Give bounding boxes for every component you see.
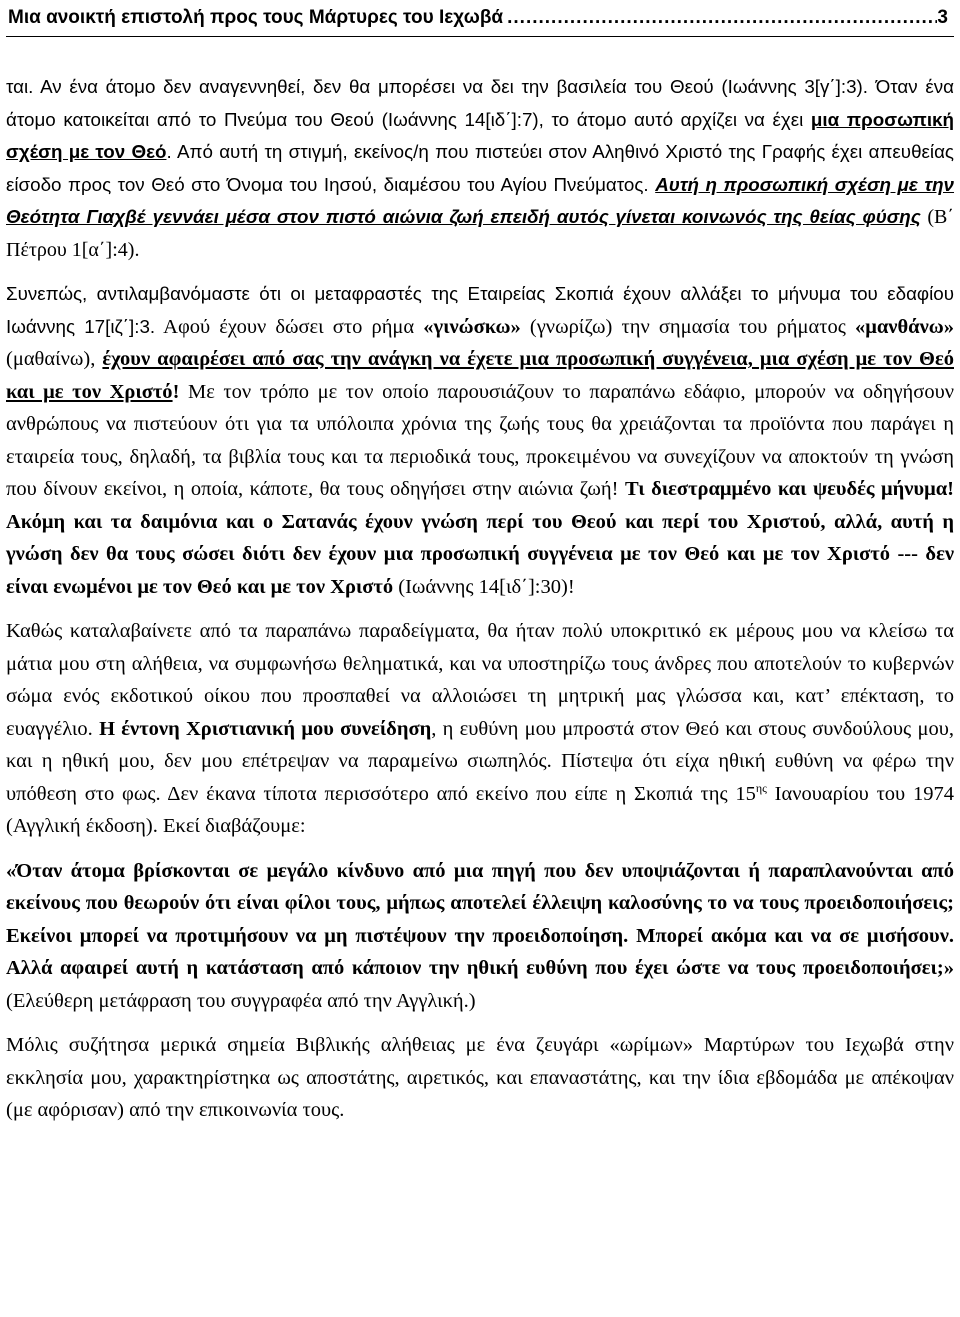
p4-translator-note: (Ελεύθερη μετάφραση του συγγραφέα από την Αγγλική.) <box>6 989 476 1012</box>
p3-ordinal-suffix: ης <box>755 780 767 795</box>
paragraph-3 <box>6 615 954 843</box>
p2-text-2: (γνωρίζω) την σημασία του ρήματος <box>520 315 855 338</box>
p2-word-ginosko: «γινώσκω» <box>423 315 521 338</box>
p3-text-3: Ιανουαρίου του 1974 (Αγγλική έκδοση). Εκεί διαβάζουμε: <box>6 782 954 837</box>
p2-text-4: Με τον τρόπο με τον οποίο παρουσιάζουν το παραπάνω εδάφιο, μπορούν να οδηγήσουν ανθρώπους να πιστεύουν ότι για τα υπόλοιπα χρόνια της ζωής τους θα χρειάζονται τα προϊόντα που παράγει η εταιρεία τους, δηλαδή, τα βιβλία τους και τα περιοδικά τους, προκειμένου να συνεχίζουν να αποκτούν τη γνώση που δίνουν εκείνοι, η οποία, κάποτε, θα τους οδηγήσει στην αιώνια ζωή! <box>6 380 954 500</box>
running-header <box>6 0 954 37</box>
p5-text: Μόλις συζήτησα μερικά σημεία Βιβλικής αλήθειας με ένα ζευγάρι «ωρίμων» Μαρτύρων του Ιεχωβά στην εκκλησία μου, χαρακτηρίστηκα ως αποστάτης, αιρετικός, και επαναστάτης, και την ίδια εβδομάδα με απέκοψαν (με αφόρισαν) από την επικοινωνία τους. <box>6 1034 954 1121</box>
p1-text: ται. Αν ένα άτομο δεν αναγεννηθεί, δεν θα μπορέσει να δει την βασιλεία του Θεού (Ιωάννης 3[γ΄]:3). Όταν ένα άτομο κατοικείται από το Πνεύμα του Θεού (Ιωάννης 14[ιδ΄]:7), το άτομο αυτό αρχίζει να έχει <box>6 76 954 130</box>
p2-opening: Συνεπώς, αντιλαμβανόμαστε ότι οι μεταφραστές της Εταιρείας Σκοπιά έχουν αλλάξει το μήνυμα του εδαφίου Ιωάννης 17[ιζ΄]:3. <box>6 283 954 337</box>
p2-text-3: (μαθαίνω), <box>6 348 103 370</box>
spacer <box>6 843 954 855</box>
paragraph-4-quote <box>6 855 954 1018</box>
p1-emphasis-relationship: μια προσωπική σχέση με τον Θεό <box>6 108 954 162</box>
paragraph-1 <box>6 71 954 266</box>
p2-reference: (Ιωάννης 14[ιδ΄]:30)! <box>393 575 575 598</box>
p3-emphasis-conscience: Η έντονη Χριστιανική μου συνείδηση <box>99 717 432 740</box>
p1-text-2: . Από αυτή τη στιγμή, εκείνος/η που πιστεύει στον Αληθινό Χριστό της Γραφής έχει απευθείας είσοδο προς τον Θεό στο Όνομα του Ιησού, διαμέσου του Αγίου Πνεύματος. <box>6 141 954 195</box>
p1-emphasis-eternal-life: Αυτή η προσωπική σχέση με την Θεότητα Γιαχβέ γεννάει μέσα στον πιστό αιώνια ζωή επειδή αυτός γίνεται κοινωνός της θείας φύσης <box>6 173 955 227</box>
p4-quotation: «Όταν άτομα βρίσκονται σε μεγάλο κίνδυνο από μια πηγή που δεν υποψιάζονται ή παραπλανούνται από εκείνους που θεωρούν ότι είναι φίλοι τους, μήπως αποτελεί έλλειψη καλοσύνης το να τους προειδοποιήσεις; Εκείνοι μπορεί να προτιμήσουν να μη πιστέψουν την προειδοποίηση. Μπορεί ακόμα και να σε μισήσουν. Αλλά αφαιρεί αυτή η κατάσταση από κάποιον την ηθική ευθύνη που έχει ώστε να τους προειδοποιήσει;» <box>6 859 954 979</box>
p2-emphasis-false-message: Τι διεστραμμένο και ψευδές μήνυμα! Ακόμη και τα δαιμόνια και ο Σατανάς έχουν γνώση περί του Θεού και περί του Χριστού, αλλά, αυτή η γνώση δεν θα τους σώσει διότι δεν έχουν μια προσωπική συγγένεια με τον Θεό και με τον Χριστό --- δεν είναι ενωμένοι με τον Θεό και με τον Χριστό <box>6 478 954 598</box>
p2-emphasis-removed-need: έχουν αφαιρέσει από σας την ανάγκη να έχετε μια προσωπική συγγένεια, μια σχέση με τον Θεό και με τον Χριστό <box>6 348 954 403</box>
spacer <box>6 266 954 278</box>
spacer <box>6 603 954 615</box>
paragraph-2 <box>6 278 954 603</box>
page-number: 3 <box>937 7 948 28</box>
p3-text-2: , η ευθύνη μου μπροστά στον Θεό και στους συνδούλους μου, και η ηθική μου, δεν μου επέτρεψαν να παραμείνω σιωπηλός. Πίστεψα ότι είχα ηθική ευθύνη να φέρω την υπόθεση στο φως. Δεν έκανα τίποτα περισσότερο από εκείνο που είπε η Σκοπιά της 15 <box>6 717 954 805</box>
p2-exclamation: ! <box>172 380 180 403</box>
p3-text: Καθώς καταλαβαίνετε από τα παραπάνω παραδείγματα, θα ήταν πολύ υποκριτικό εκ μέρους μου να κλείσω τα μάτια μου στη αλήθεια, να συμφωνήσω θεληματικά, και να υποστηρίζω τους άνδρες που αποτελούν το κυβερνών σώμα ενός εκδοτικού οίκου που προσπαθεί να αλλοιώσει τη μητρική μας γλώσσα και, κατ’ επέκταση, το ευαγγέλιο. <box>6 620 954 740</box>
dot-leader <box>503 7 937 29</box>
spacer <box>6 1017 954 1029</box>
p1-reference: (Β΄ Πέτρου 1[α΄]:4). <box>6 206 954 261</box>
p2-text: Αφού έχουν δώσει στο ρήμα <box>155 315 424 338</box>
p2-word-manthano: «μανθάνω» <box>854 315 954 338</box>
paragraph-5 <box>6 1029 954 1127</box>
header-title: Μια ανοικτή επιστολή προς τους Μάρτυρες του Ιεχωβά <box>8 7 504 28</box>
